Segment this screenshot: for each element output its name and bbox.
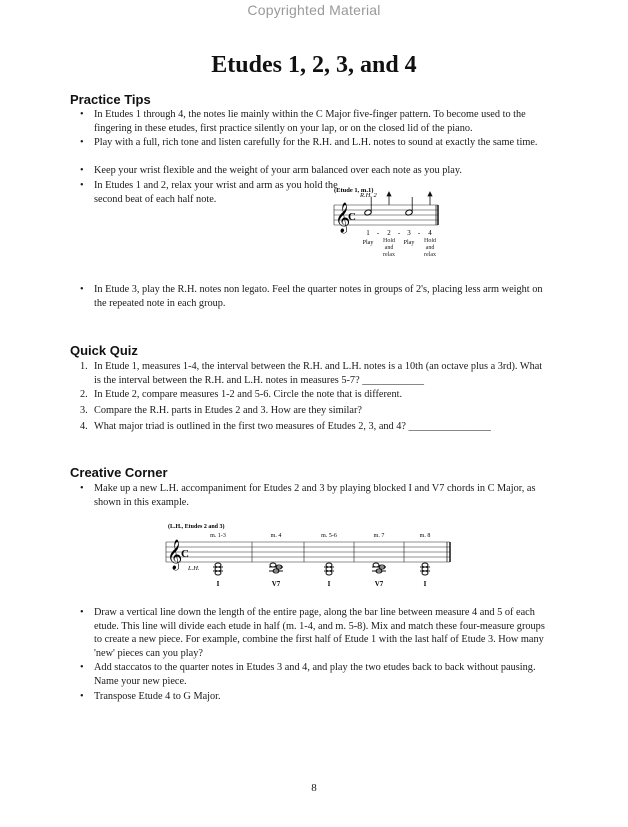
example2-label: (L.H., Etudes 2 and 3): [168, 524, 225, 530]
action-label: Play: [362, 240, 374, 246]
measure-label: m. 1-3: [210, 533, 226, 539]
bullet: •: [80, 284, 84, 295]
example1-label: (Etude 1, m.1): [334, 187, 374, 194]
creative-item-text: Draw a vertical line down the length of the entire page, along the bar line between measure 4 and 5 of each etude. This line will divide each etude in half (m. 1-4, and m. 5-8). Mix and match these four-measure groups to create a new piece. For example, combine the first half of Etude 1 with the last half of Etude 3. How many 'new' pieces can you play?: [94, 607, 545, 659]
practice-tip-text: Play with a full, rich tone and listen carefully for the R.H. and L.H. notes to sound at exactly the same time.: [94, 137, 538, 148]
page-number: 8: [311, 782, 317, 794]
fingering-label: R.H. 2: [360, 192, 377, 199]
practice-tip-text: Keep your wrist flexible and the weight of your arm balanced over each note as you play.: [94, 165, 462, 176]
measure-label: m. 4: [270, 533, 282, 539]
question-text: In Etude 2, compare measures 1-2 and 5-6. Circle the note that is different.: [94, 389, 403, 400]
staff: [166, 542, 450, 562]
chord-symbol: V7: [271, 580, 281, 588]
arrow-up-icon: [428, 192, 432, 205]
question-number: 4.: [80, 421, 88, 432]
bullet: •: [80, 691, 84, 702]
hand-label: L.H.: [188, 565, 200, 572]
creative-item-text: Transpose Etude 4 to G Major.: [94, 691, 221, 702]
bullet: •: [80, 109, 84, 120]
bullet: •: [80, 137, 84, 148]
measure-label: m. 5-6: [321, 533, 337, 539]
measure-label: m. 8: [419, 533, 431, 539]
count-dot: -: [397, 229, 401, 237]
practice-tip-text: In Etudes 1 through 4, the notes lie mainly within the C Major five-finger pattern. To become used to the fingering in these etudes, first practice silently on your lap, or on the closed lid of the piano.: [94, 109, 526, 134]
count-dot: -: [376, 229, 380, 237]
count: 2: [387, 229, 391, 237]
creative-item-text: Make up a new L.H. accompaniment for Etudes 2 and 3 by playing blocked I and V7 chords in C Major, as shown in this example.: [94, 483, 536, 508]
action-label: Play: [403, 240, 415, 246]
chord-symbol: I: [423, 580, 427, 588]
question-number: 1.: [80, 361, 88, 372]
count: 4: [428, 229, 432, 237]
etude1-notation-example: [320, 183, 470, 268]
question-text: In Etude 1, measures 1-4, the interval between the R.H. and L.H. notes is a 10th (an octave plus a 3rd). What is the interval between the R.H. and L.H. notes in measures 5-7? ____________: [94, 361, 543, 386]
chord-symbol: I: [216, 580, 220, 588]
bullet: •: [80, 483, 84, 494]
lh-chord-notation-example: [158, 518, 458, 596]
creative-item-text: Add staccatos to the quarter notes in Etudes 3 and 4, and play the two etudes back to back without pausing. Name your new piece.: [94, 662, 536, 687]
question-text: Compare the R.H. parts in Etudes 2 and 3. How are they similar?: [94, 405, 362, 416]
half-note: [405, 197, 413, 216]
half-note: [364, 197, 372, 216]
practice-tips-heading: Practice Tips: [70, 92, 151, 107]
action-label: Hold and relax: [383, 238, 395, 258]
watermark: Copyrighted Material: [247, 2, 381, 18]
bullet: •: [80, 607, 84, 618]
question-number: 3.: [80, 405, 88, 416]
question-text: What major triad is outlined in the first two measures of Etudes 2, 3, and 4? ________________: [94, 421, 491, 432]
bullet: •: [80, 180, 84, 191]
treble-clef-icon: 𝄞: [335, 203, 351, 232]
creative-corner-heading: Creative Corner: [70, 465, 168, 480]
practice-tip-text: In Etude 3, play the R.H. notes non legato. Feel the quarter notes in groups of 2's, placing less arm weight on the repeated note in each group.: [94, 284, 543, 309]
chord-notes: [213, 563, 430, 575]
time-signature: C: [348, 211, 356, 223]
question-number: 2.: [80, 389, 88, 400]
count: 3: [407, 229, 411, 237]
treble-clef-icon: 𝄞: [167, 540, 183, 569]
action-label: Hold and relax: [424, 238, 436, 258]
measure-label: m. 7: [373, 533, 385, 539]
quick-quiz-heading: Quick Quiz: [70, 343, 138, 358]
bullet: •: [80, 165, 84, 176]
arrow-up-icon: [387, 192, 391, 205]
practice-tip-text: In Etudes 1 and 2, relax your wrist and arm as you hold the second beat of each half note.: [94, 180, 338, 205]
count: 1: [366, 229, 370, 237]
count-dot: -: [417, 229, 421, 237]
bullet: •: [80, 662, 84, 673]
chord-symbol: I: [327, 580, 331, 588]
chord-symbol: V7: [374, 580, 384, 588]
time-signature: C: [181, 548, 189, 560]
page-title: Etudes 1, 2, 3, and 4: [211, 52, 417, 78]
